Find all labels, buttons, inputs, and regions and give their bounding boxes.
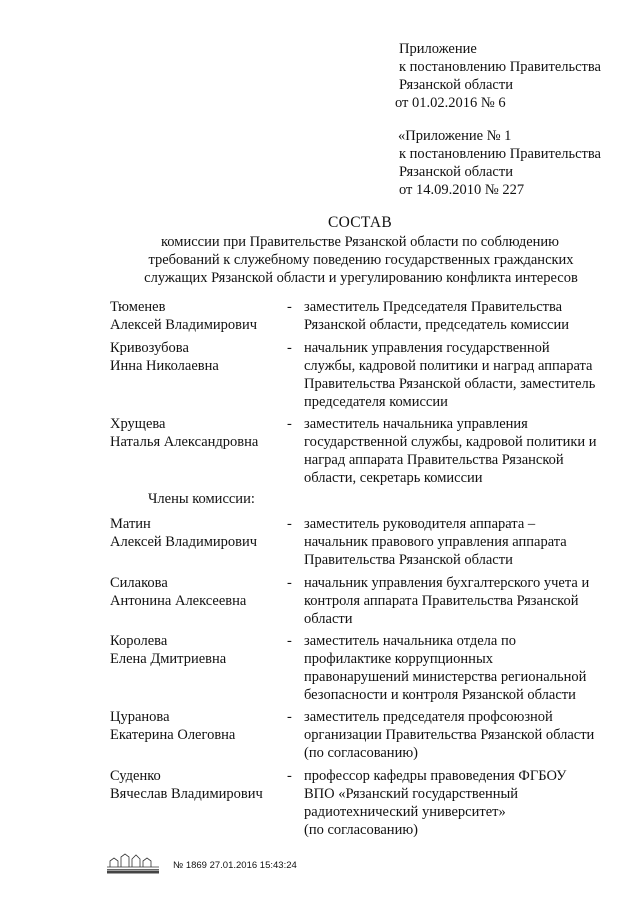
entry-desc-line: заместитель начальника отдела по	[304, 633, 516, 649]
appendix-2-line-3: Рязанской области	[399, 164, 513, 180]
entry-dash: -	[287, 768, 292, 784]
entry-given-names: Елена Дмитриевна	[110, 651, 227, 667]
entry-desc-line: заместитель начальника управления	[304, 416, 528, 432]
entry-desc-line: наград аппарата Правительства Рязанской	[304, 452, 564, 468]
entry-given-names: Наталья Александровна	[110, 434, 259, 450]
entry-surname: Тюменев	[110, 299, 166, 315]
entry-desc-line: (по согласованию)	[304, 822, 418, 838]
registration-stamp: № 1869 27.01.2016 15:43:24	[173, 860, 297, 871]
entry-desc-line: заместитель руководителя аппарата –	[304, 516, 536, 532]
entry-surname: Матин	[110, 516, 151, 532]
registry-logo-icon	[104, 849, 162, 875]
entry-dash: -	[287, 633, 292, 649]
entry-desc-line: области, секретарь комиссии	[304, 470, 483, 486]
appendix-1-line-3: Рязанской области	[399, 77, 513, 93]
appendix-1-line-2: к постановлению Правительства	[399, 59, 601, 75]
entry-given-names: Екатерина Олеговна	[110, 727, 236, 743]
entry-given-names: Вячеслав Владимирович	[110, 786, 263, 802]
subtitle-line-2: требований к служебному поведению государственных гражданских	[148, 252, 574, 268]
entry-desc-line: ВПО «Рязанский государственный	[304, 786, 519, 802]
entry-desc-line: председателя комиссии	[304, 394, 448, 410]
entry-desc-line: профессор кафедры правоведения ФГБОУ	[304, 768, 567, 784]
entry-desc-line: Правительства Рязанской области	[304, 552, 513, 568]
subtitle-line-3: служащих Рязанской области и урегулированию конфликта интересов	[144, 270, 578, 286]
entry-surname: Кривозубова	[110, 340, 189, 356]
entry-desc-line: заместитель председателя профсоюзной	[304, 709, 553, 725]
entry-surname: Королева	[110, 633, 168, 649]
entry-desc-line: безопасности и контроля Рязанской области	[304, 687, 576, 703]
entry-desc-line: правонарушений министерства региональной	[304, 669, 587, 685]
entry-desc-line: контроля аппарата Правительства Рязанской	[304, 593, 579, 609]
entry-desc-line: начальник управления государственной	[304, 340, 550, 356]
entry-desc-line: службы, кадровой политики и наград аппарата	[304, 358, 593, 374]
subtitle-line-1: комиссии при Правительстве Рязанской области по соблюдению	[160, 234, 560, 250]
appendix-2-line-1: «Приложение № 1	[398, 128, 512, 144]
entry-given-names: Алексей Владимирович	[110, 534, 258, 550]
entry-desc-line: заместитель Председателя Правительства	[304, 299, 563, 315]
appendix-1-line-1: Приложение	[399, 41, 477, 57]
entry-surname: Суденко	[110, 768, 161, 784]
entry-dash: -	[287, 709, 292, 725]
appendix-1-line-4: от 01.02.2016 № 6	[395, 95, 506, 111]
entry-desc-line: Правительства Рязанской области, заместитель	[304, 376, 596, 392]
entry-desc-line: профилактике коррупционных	[304, 651, 493, 667]
entry-dash: -	[287, 340, 292, 356]
entry-surname: Силакова	[110, 575, 168, 591]
document-title: СОСТАВ	[327, 214, 393, 231]
entry-desc-line: радиотехнический университет»	[304, 804, 506, 820]
members-heading: Члены комиссии:	[148, 491, 255, 507]
entry-dash: -	[287, 575, 292, 591]
entry-dash: -	[287, 299, 292, 315]
entry-dash: -	[287, 516, 292, 532]
entry-desc-line: области	[304, 611, 353, 627]
entry-given-names: Антонина Алексеевна	[110, 593, 247, 609]
entry-given-names: Алексей Владимирович	[110, 317, 258, 333]
entry-desc-line: (по согласованию)	[304, 745, 418, 761]
entry-desc-line: Рязанской области, председатель комиссии	[304, 317, 569, 333]
entry-surname: Цуранова	[110, 709, 170, 725]
appendix-2-line-4: от 14.09.2010 № 227	[399, 182, 525, 198]
entry-dash: -	[287, 416, 292, 432]
entry-given-names: Инна Николаевна	[110, 358, 219, 374]
entry-surname: Хрущева	[110, 416, 166, 432]
entry-desc-line: государственной службы, кадровой политики и	[304, 434, 597, 450]
entry-desc-line: организации Правительства Рязанской области	[304, 727, 595, 743]
appendix-2-line-2: к постановлению Правительства	[399, 146, 601, 162]
entry-desc-line: начальник управления бухгалтерского учета и	[304, 575, 590, 591]
entry-desc-line: начальник правового управления аппарата	[304, 534, 567, 550]
